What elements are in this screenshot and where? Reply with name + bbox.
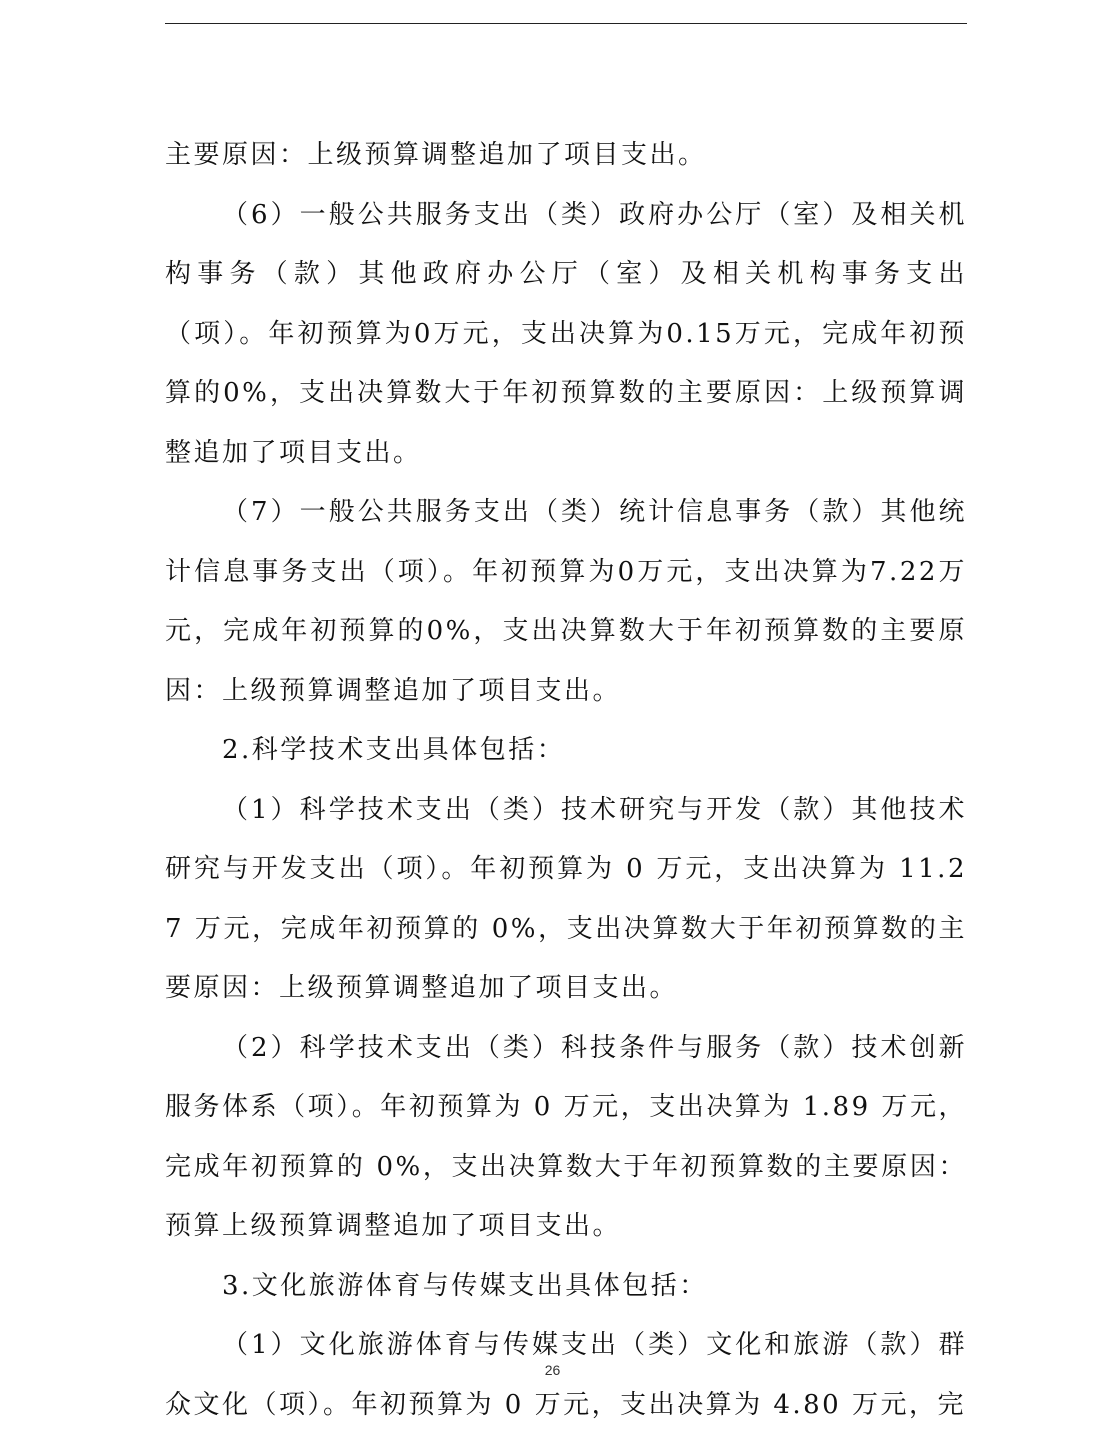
section-heading: 3.文化旅游体育与传媒支出具体包括： [222,1270,708,1301]
page-number: 26 [544,1362,561,1378]
section-heading: 2.科学技术支出具体包括： [222,735,566,765]
paragraph: 主要原因：上级预算调整追加了项目支出。 [165,140,707,170]
paragraph: （2）科学技术支出（类）科技条件与服务（款）技术创新服务体系（项）。年初预算为 0 万元，支出决算为 1.89 万元，完成年初预算的 0%，支出决算数大于年初预算数的主要原因：预算上级预算调整追加了项目支出。 [165,1032,967,1241]
header-rule [165,23,967,24]
paragraph: （7）一般公共服务支出（类）统计信息事务（款）其他统计信息事务支出（项）。年初预算为0万元，支出决算为7.22万元，完成年初预算的0%，支出决算数大于年初预算数的主要原因：上级预算调整追加了项目支出。 [165,497,967,706]
paragraph: （1）文化旅游体育与传媒支出（类）文化和旅游（款）群众文化（项）。年初预算为 0 万元，支出决算为 4.80 万元，完 [165,1330,967,1420]
paragraph: （1）科学技术支出（类）技术研究与开发（款）其他技术研究与开发支出（项）。年初预算为 0 万元，支出决算为 11.27 万元，完成年初预算的 0%，支出决算数大于年初预算数的主要原因：上级预算调整追加了项目支出。 [165,794,967,1003]
paragraph: （6）一般公共服务支出（类）政府办公厅（室）及相关机构事务（款）其他政府办公厅（室）及相关机构事务支出（项）。年初预算为0万元，支出决算为0.15万元，完成年初预算的0%，支出决算数大于年初预算数的主要原因：上级预算调整追加了项目支出。 [165,199,967,468]
document-body [165,126,967,1435]
